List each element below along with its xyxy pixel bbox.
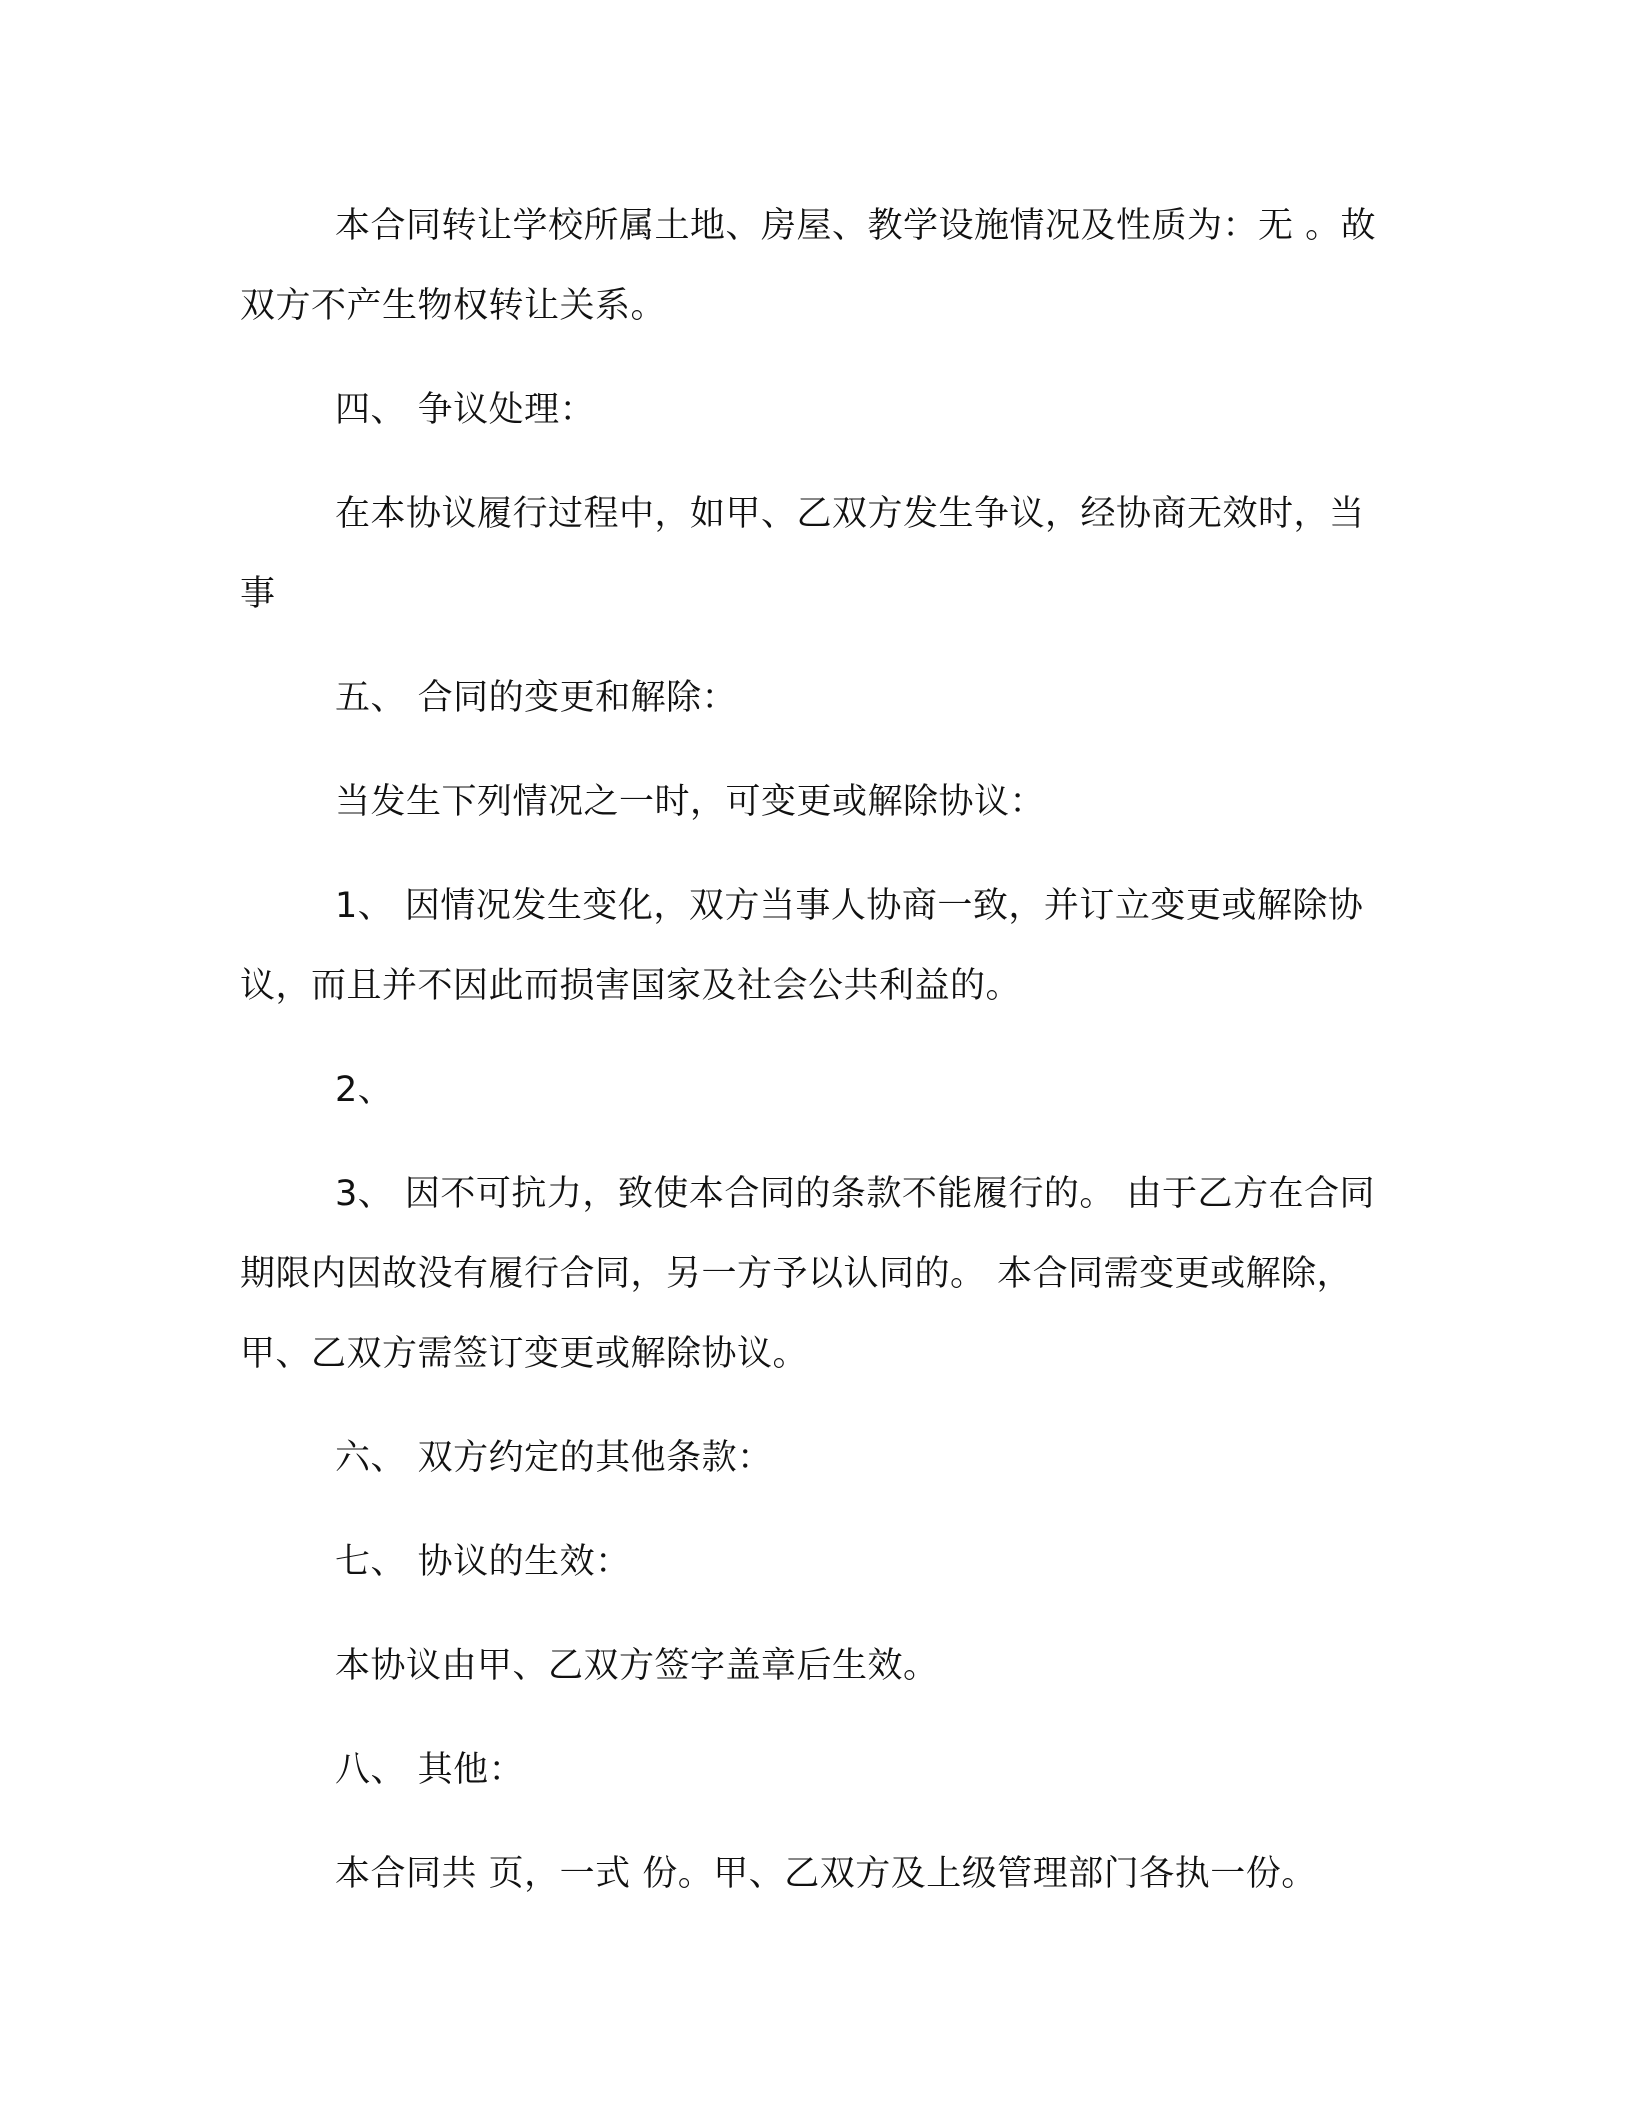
heading-other: 八、 其他：: [335, 1750, 525, 1790]
document-body: [240, 186, 1380, 1938]
paragraph-copies: 本合同共 页，一式 份。甲、乙双方及上级管理部门各执一份。: [335, 1854, 1317, 1894]
paragraph-dispute-text: 在本协议履行过程中，如甲、乙双方发生争议，经协商无效时，当事: [240, 494, 1365, 614]
paragraph-change-conditions: 当发生下列情况之一时，可变更或解除协议：: [335, 782, 1046, 822]
heading-other-terms: 六、 双方约定的其他条款：: [335, 1438, 773, 1478]
paragraph-effectiveness: 本协议由甲、乙双方签字盖章后生效。: [335, 1646, 939, 1686]
paragraph-property-transfer: 本合同转让学校所属土地、房屋、教学设施情况及性质为：无 。故双方不产生物权转让关系。: [240, 206, 1377, 326]
heading-effectiveness: 七、 协议的生效：: [335, 1542, 631, 1582]
list-item-2: 2、: [335, 1070, 394, 1110]
list-item-3: 3、 因不可抗力，致使本合同的条款不能履行的。 由于乙方在合同期限内因故没有履行合同，另一方予以认同的。 本合同需变更或解除，甲、乙双方需签订变更或解除协议。: [240, 1174, 1376, 1374]
heading-contract-change: 五、 合同的变更和解除：: [335, 678, 738, 718]
heading-dispute-resolution: 四、 争议处理：: [335, 390, 596, 430]
list-item-1: 1、 因情况发生变化，双方当事人协商一致，并订立变更或解除协议，而且并不因此而损害国家及社会公共利益的。: [240, 886, 1364, 1006]
